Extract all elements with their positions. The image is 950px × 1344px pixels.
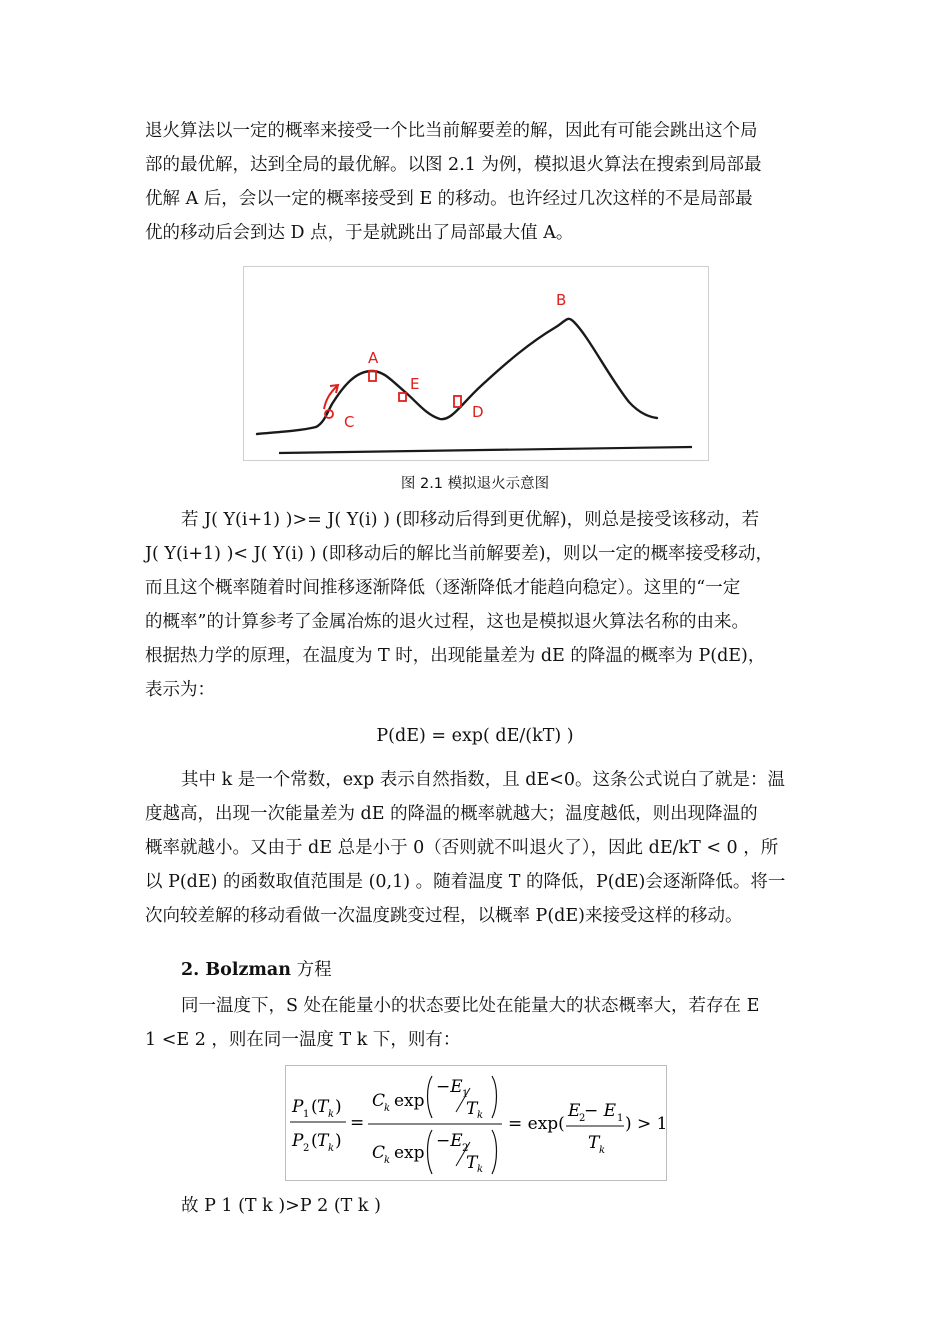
mid-num-csub: k [384, 1103, 391, 1114]
r-den-tsub: k [599, 1145, 606, 1156]
text-line: 优解 A 后，会以一定的概率接受到 E 的移动。也许经过几次这样的不是局部最 [145, 189, 753, 209]
paragraph-explanation [145, 763, 807, 933]
r-num-minus-e1: − E [584, 1101, 617, 1121]
mid-num-exp: exp [394, 1091, 425, 1111]
text-line: 度越高，出现一次能量差为 dE 的降温的概率就越大；温度越低，则出现降温的 [145, 804, 758, 824]
lhs-den-tsub: k [328, 1143, 335, 1154]
text-line: 其中 k 是一个常数，exp 表示自然指数，且 dE<0。这条公式说白了就是：温 [181, 770, 786, 790]
label-d: D [472, 403, 484, 421]
lhs-den-paren: ( [311, 1131, 318, 1151]
r-num-e2: E [568, 1101, 581, 1121]
paragraph-acceptance [145, 503, 807, 707]
lhs-num-tsub: k [328, 1109, 335, 1120]
mid-num-c: C [372, 1091, 386, 1111]
conclusion-line: 故 P 1 (T k )>P 2 (T k ) [181, 1196, 381, 1216]
baseline [279, 447, 692, 453]
lhs-num-p: P [292, 1097, 304, 1117]
text-line: 1 <E 2 ，则在同一温度 T k 下，则有： [145, 1030, 461, 1050]
figure-caption: 图 2.1 模拟退火示意图 [400, 476, 550, 492]
mid-den-csub: k [384, 1155, 391, 1166]
figure-annealing-diagram [243, 266, 709, 461]
label-b: B [556, 291, 567, 309]
text-line: 部的最优解，达到全局的最优解。以图 2.1 为例，模拟退火算法在搜索到局部最 [145, 155, 762, 175]
text-line: 优的移动后会到达 D 点，于是就跳出了局部最大值 A。 [145, 223, 574, 243]
point-e-marker [399, 393, 406, 401]
mid-num-t: T [466, 1099, 478, 1119]
equation-probability: P(dE) = exp( dE/(kT) ) [376, 726, 574, 746]
text-line: 根据热力学的原理，在温度为 T 时，出现能量差为 dE 的降温的概率为 P(dE)， [145, 646, 766, 666]
lhs-num-sub: 1 [303, 1109, 310, 1120]
text-line: 若 J( Y(i+1) )>= J( Y(i) ) (即移动后得到更优解)，则总是接受该移动，若 [181, 510, 760, 530]
text-line: 概率就越小。又由于 dE 总是小于 0（否则就不叫退火了），因此 dE/kT < 0 ，所 [145, 838, 779, 858]
text-line: 而且这个概率随着时间推移逐渐降低（逐渐降低才能趋向稳定）。这里的“一定 [145, 578, 741, 598]
mid-den-rparen [492, 1130, 497, 1174]
formula-svg [286, 1066, 666, 1180]
mid-den-esub: 2 [462, 1143, 469, 1154]
mid-den-c: C [372, 1143, 386, 1163]
formula-bolzman [285, 1065, 667, 1181]
r-num-sub2: 2 [579, 1113, 586, 1124]
mid-den-e: −E [436, 1131, 463, 1151]
text-line: 退火算法以一定的概率来接受一个比当前解要差的解，因此有可能会跳出这个局 [145, 121, 758, 141]
paragraph-bolzman [145, 989, 807, 1057]
text-line: J( Y(i+1) )< J( Y(i) ) (即移动后的解比当前解要差)，则以一定的概率接受移动， [145, 544, 773, 564]
text-line: 同一温度下，S 处在能量小的状态要比处在能量大的状态概率大，若存在 E [181, 996, 760, 1016]
mid-num-tsub: k [477, 1110, 484, 1121]
mid-den-t: T [466, 1153, 478, 1173]
lhs-den-sub: 2 [303, 1143, 310, 1154]
text-line: 以 P(dE) 的函数取值范围是 (0,1) 。随着温度 T 的降低，P(dE)会逐渐降低。将一 [145, 872, 786, 892]
r-den-t: T [588, 1133, 600, 1153]
lhs-den-t: T [317, 1131, 329, 1151]
exp-equals: = exp( [508, 1114, 565, 1134]
lhs-num-paren: ( [311, 1097, 318, 1117]
text-line: 次向较差解的移动看做一次温度跳变过程，以概率 P(dE)来接受这样的移动。 [145, 906, 743, 926]
mid-den-tsub: k [477, 1164, 484, 1175]
r-num-sub1: 1 [617, 1113, 624, 1124]
mid-den-exp: exp [394, 1143, 425, 1163]
label-a: A [368, 349, 379, 367]
energy-curve [257, 319, 657, 434]
mid-num-e: −E [436, 1077, 463, 1097]
paragraph-intro [145, 114, 807, 250]
mid-num-esub: 1 [462, 1089, 469, 1100]
greater-than-one: ) > 1 [625, 1114, 666, 1134]
heading-title: 方程 [291, 960, 332, 980]
annealing-curve-svg [244, 267, 708, 460]
mid-den-lparen [428, 1130, 433, 1174]
lhs-num-t: T [317, 1097, 329, 1117]
point-d-marker [454, 396, 461, 407]
label-e: E [410, 375, 420, 393]
text-line: 的概率”的计算参考了金属冶炼的退火过程，这也是模拟退火算法名称的由来。 [145, 612, 749, 632]
equals-sign: = [350, 1113, 365, 1133]
mid-num-rparen [492, 1076, 497, 1118]
lhs-den-p: P [292, 1131, 304, 1151]
lhs-den-paren-close: ) [335, 1131, 342, 1151]
mid-num-lparen [428, 1076, 433, 1118]
section-heading [181, 955, 332, 985]
text-line: 表示为： [145, 680, 215, 700]
lhs-num-paren-close: ) [335, 1097, 342, 1117]
heading-number: 2. Bolzman [181, 960, 291, 980]
point-a-marker [369, 371, 376, 381]
label-c: C [344, 413, 355, 431]
